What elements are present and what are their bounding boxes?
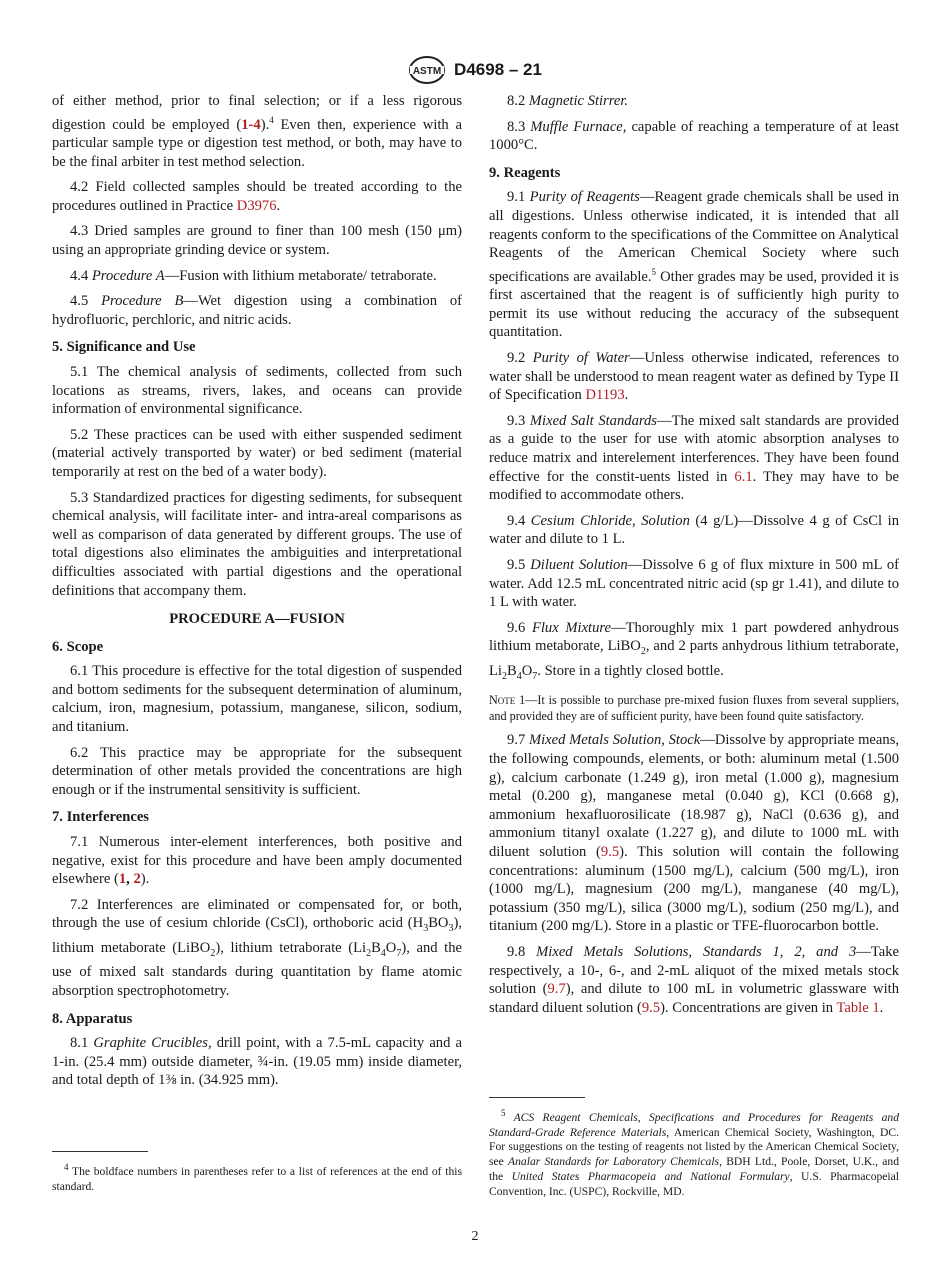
ref-link-1[interactable]: 1 [118,871,127,888]
paragraph-9-3: 9.3 Mixed Salt Standards—The mixed salt standards are provided as a guide to the user for use with atomic absorption analyses to reduce matrix and interelement interferences. They have been found effective for the constit-uents listed in 6.1. They may have to be modified to accommodate others. [489,412,900,504]
paragraph-6-2: 6.2 This practice may be appropriate for the subsequent determination of other metals provided the concentrations are high enough or if the instrumental sensitivity is sufficient. [52,744,462,798]
paragraph-4-1-cont: of either method, prior to final selection; or if a less rigorous digestion could be employed (1-4).$^4$ Even then, experience with a particular sample type or digestion test method, or both, may have to be the final arbiter in test method selection. [52,93,462,170]
paragraph-9-5: 9.5 Diluent Solution—Dissolve 6 g of flux mixture in 500 mL of water. Add 12.5 mL concentrated nitric acid (sp gr 1.41), and dilute to 1 L with water. [489,556,900,611]
ref-link-6-1[interactable]: 6.1 [734,468,753,485]
procedure-a-heading: PROCEDURE A—FUSION [169,611,345,628]
ref-link-9-7[interactable]: 9.7 [547,981,566,998]
ref-link-2[interactable]: 2 [133,871,141,888]
paragraph-9-4: 9.4 Cesium Chloride, Solution (4 g/L)—Dissolve 4 g of CsCl in water and dilute to 1 L. [489,512,899,548]
paragraph-9-2: 9.2 Purity of Water—Unless otherwise indicated, references to water shall be understood to mean reagent water as defined by Type II of Specification D1193. [489,349,899,404]
paragraph-8-1: 8.1 Graphite Crucibles, drill point, with a 7.5-mL capacity and a 1-in. (25.4 mm) outside diameter, ¾-in. (19.05 mm) inside diameter, and total depth of 1⅜ in. (34.925 mm). [52,1035,463,1089]
ref-link-1-4[interactable]: 1-4 [241,116,261,133]
footnote-4 [52,1151,462,1194]
footnote-marker-4: 4 [269,114,274,125]
page-number: 2 [471,1229,479,1244]
section-6-heading: 6. Scope [52,638,104,655]
section-8-heading: 8. Apparatus [52,1010,133,1027]
svg-text:ASTM: ASTM [412,66,442,77]
paragraph-9-7: 9.7 Mixed Metals Solution, Stock—Dissolve by appropriate means, the following compounds, elements, or both: aluminum metal (1.500 g), calcium carbonate (1.249 g), iron metal (1.000 g), magnesium metal (0.200 g), manganese metal (0.040 g), KCl (0.668 g), ammonium hexafluorosilicate (18.987 g), NaCl (0.636 g), and ammonium titanyl oxalate (1.227 g), and dilute to 1000 mL with diluent solution (9.5). This solution will contain the following concentrations: aluminum (1500 mg/L), calcium (500 mg/L), iron (1000 mg/L), magnesium (200 mg/L), manganese (40 mg/L), potassium (350 mg/L), silica (3000 mg/L), sodium (250 mg/L), and titanium (200 mg/L). Store in a plastic or TFE-fluorocarbon bottle. [489,732,900,935]
footnote-4-text: $^4$ The boldface numbers in parentheses refer to a list of references at the end of this standard. [52,1162,462,1193]
paragraph-4-3: 4.3 Dried samples are ground to finer than 100 mesh (150 μm) using an appropriate grinding device or system. [52,223,462,259]
paragraph-6-1: 6.1 This procedure is effective for the total digestion of suspended and bottom sediments for the subsequent determination of aluminum, calcium, iron, magnesium, potassium, manganese, silicon, sodium, and titanium. [52,663,462,736]
section-5-heading: 5. Significance and Use [52,339,196,356]
paragraph-5-1: 5.1 The chemical analysis of sediments, collected from such locations as streams, rivers, lakes, and oceans can provide information of environmental significance. [52,363,462,418]
paragraph-4-5: 4.5 Procedure B—Wet digestion using a combination of hydrofluoric, perchloric, and nitric acids. [52,293,463,328]
right-column [489,92,899,1024]
section-9-heading: 9. Reagents [489,164,561,181]
ref-link-table-1[interactable]: Table 1 [836,999,880,1016]
paragraph-4-2: 4.2 Field collected samples should be treated according to the procedures outlined in Practice D3976. [52,179,462,214]
ref-link-9-5b[interactable]: 9.5 [641,999,661,1016]
footnote-5-text: $^5$ ACS Reagent Chemicals, Specifications and Procedures for Reagents and Standard-Grade Reference Materials, American Chemical Society, Washington, DC. For suggestions on the testing of reagents not listed by the American Chemical Society, see Analar Standards for Laboratory Chemicals, BDH Ltd., Poole, Dorset, U.K., and the United States Pharmacopeia and National Formulary, U.S. Pharmacopeial Convention, Inc. (USPC), Rockville, MD. [489,1108,900,1198]
paragraph-8-2: 8.2 Magnetic Stirrer. [507,93,629,109]
paragraph-5-2: 5.2 These practices can be used with either suspended sediment (material actively transported by water) or bed sediment (material temporarily at rest on the bed of a water body). [52,426,462,480]
ref-link-d3976[interactable]: D3976 [236,197,277,214]
left-column [52,92,462,1097]
astm-logo-icon [408,55,446,85]
paragraph-7-1: 7.1 Numerous inter-element interferences, both positive and negative, exist for this procedure and have been amply documented elsewhere (1, 2). [52,834,462,888]
paragraph-4-4: 4.4 Procedure A—Fusion with lithium metaborate/ tetraborate. [70,267,437,284]
paragraph-9-6: 9.6 Flux Mixture—Thoroughly mix 1 part powdered anhydrous lithium metaborate, LiBO$_2$, and 2 parts anhydrous lithium tetraborate, $Li_2B_4O_7$. Store in a tightly closed bottle. [489,619,899,682]
page-header [0,55,950,85]
note-1: Note 1—It is possible to purchase pre-mixed fusion fluxes from several suppliers, and provided they are of sufficient purity, have been found quite satisfactory. [489,693,900,723]
footnote-marker-5: 5 [651,266,657,277]
designation: D4698 – 21 [454,60,542,79]
footnote-rule [52,1151,148,1152]
paragraph-7-2: 7.2 Interferences are eliminated or compensated for, or both, through the use of cesium chloride (CsCl), orthoboric acid $(H_3BO_3)$, lithium metaborate (LiBO$_2$), lithium tetraborate $(Li_2B_4O_7)$, and the use of mixed salt standards during quantitation by flame atomic absorption spectrophotometry. [52,896,462,1000]
paragraph-8-3: 8.3 Muffle Furnace, capable of reaching a temperature of at least 1000°C. [489,118,899,154]
footnote-5 [489,1097,899,1200]
section-7-heading: 7. Interferences [52,809,149,826]
paragraph-5-3: 5.3 Standardized practices for digesting sediments, for subsequent chemical analysis, will facilitate inter- and intra-areal comparisons as well as comparison of data generated by different groups. The use of total digestions also eliminates the ambiguities and interpretational difficulties associated with partial digestions and the operational definitions that accompany them. [52,489,462,599]
ref-link-d1193[interactable]: D1193 [585,387,625,404]
paragraph-9-1: 9.1 Purity of Reagents—Reagent grade chemicals shall be used in all digestions. Unless otherwise indicated, it is intended that all reagents conform to the specifications of the Committee on Analytical Reagents of the American Chemical Society where such specifications are available.$^5$ Other grades may be used, provided it is first ascertained that the reagent is of sufficiently high purity to permit its use without reducing the accuracy of the subsequent quantitation. [489,189,899,341]
ref-link-9-5[interactable]: 9.5 [600,844,620,861]
footnote-rule [489,1097,585,1098]
paragraph-9-8: 9.8 Mixed Metals Solutions, Standards 1, 2, and 3—Take respectively, a 10-, 6-, and 2-mL aliquot of the mixed metals stock solution (9.7), and dilute to 100 mL in volumetric glassware with standard diluent solution (9.5). Concentrations are given in Table 1. [489,944,900,1016]
